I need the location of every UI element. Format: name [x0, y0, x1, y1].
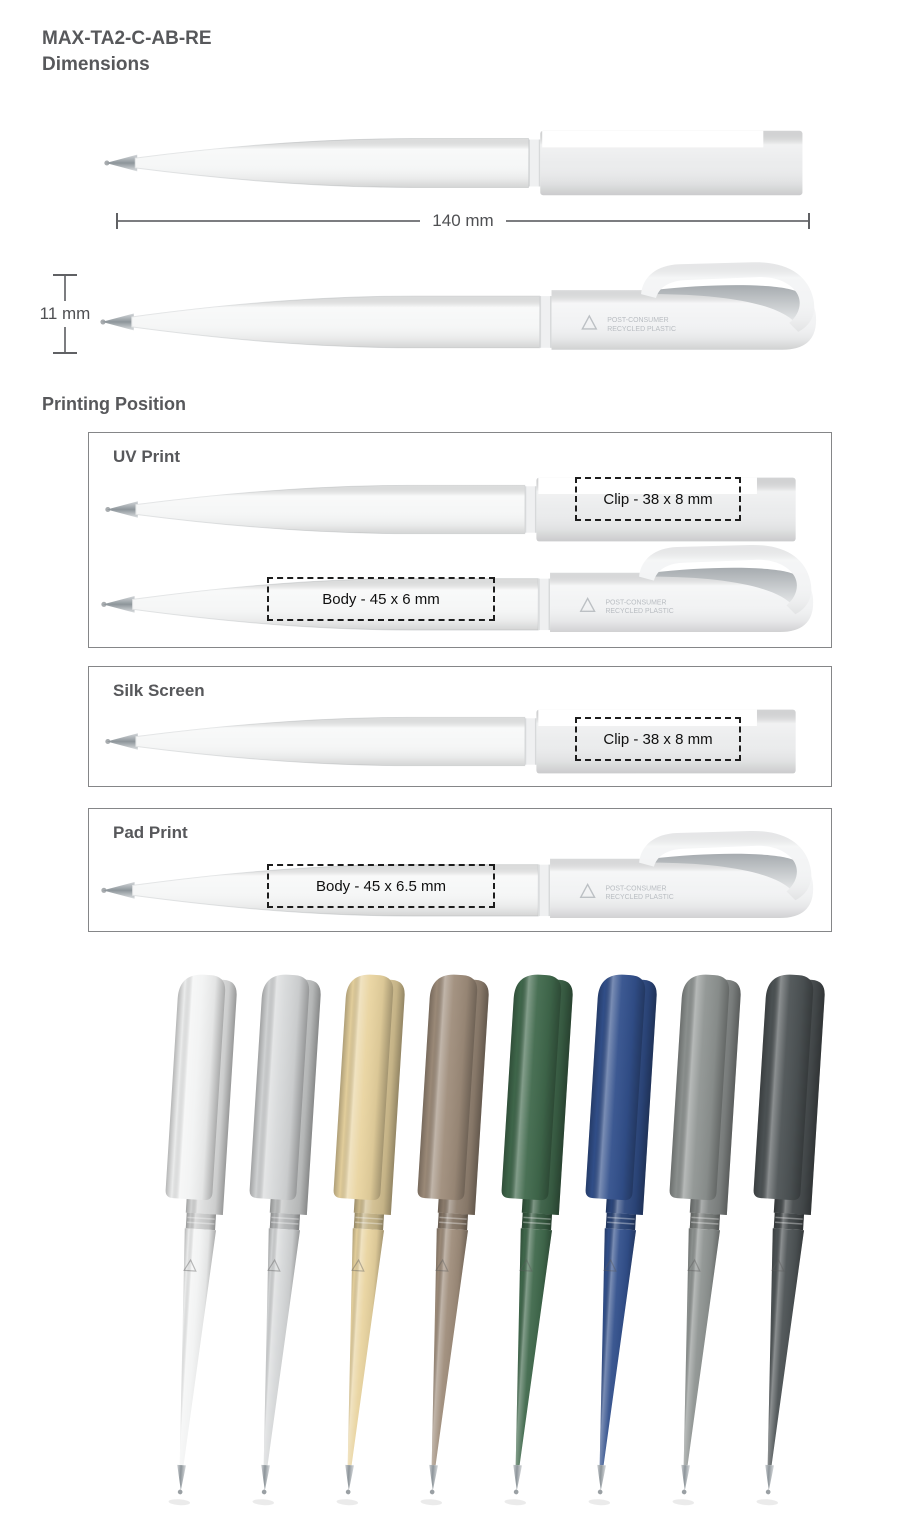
dimension-line: [118, 220, 420, 222]
dimensions-heading: Dimensions: [42, 54, 150, 75]
pad-body-print-area: Body - 45 x 6.5 mm: [267, 864, 495, 908]
product-code: MAX-TA2-C-AB-RE: [42, 28, 212, 49]
pen-top-view-image: [100, 118, 824, 208]
dimension-line: [506, 220, 808, 222]
uv-clip-print-area: Clip - 38 x 8 mm: [575, 477, 741, 521]
dimension-tick-bottom: [53, 352, 77, 354]
uv-print-box: [88, 432, 832, 648]
silk-screen-box: [88, 666, 832, 787]
height-value: 11 mm: [39, 301, 92, 327]
color-variants-row: [135, 962, 807, 1514]
silk-clip-print-area: Clip - 38 x 8 mm: [575, 717, 741, 761]
uv-print-label: UV Print: [113, 447, 181, 466]
length-value: 140 mm: [432, 211, 494, 230]
pen-color-swatch: [135, 962, 219, 1514]
length-dimension: [116, 208, 810, 234]
pad-print-box: [88, 808, 832, 932]
pad-print-label: Pad Print: [113, 823, 188, 842]
silk-screen-label: Silk Screen: [113, 681, 205, 700]
dimension-tick-right: [808, 213, 810, 229]
uv-body-print-area: Body - 45 x 6 mm: [267, 577, 495, 621]
printing-position-heading: Printing Position: [42, 394, 186, 414]
pen-side-view-image: [96, 256, 832, 360]
height-dimension: [39, 274, 91, 354]
